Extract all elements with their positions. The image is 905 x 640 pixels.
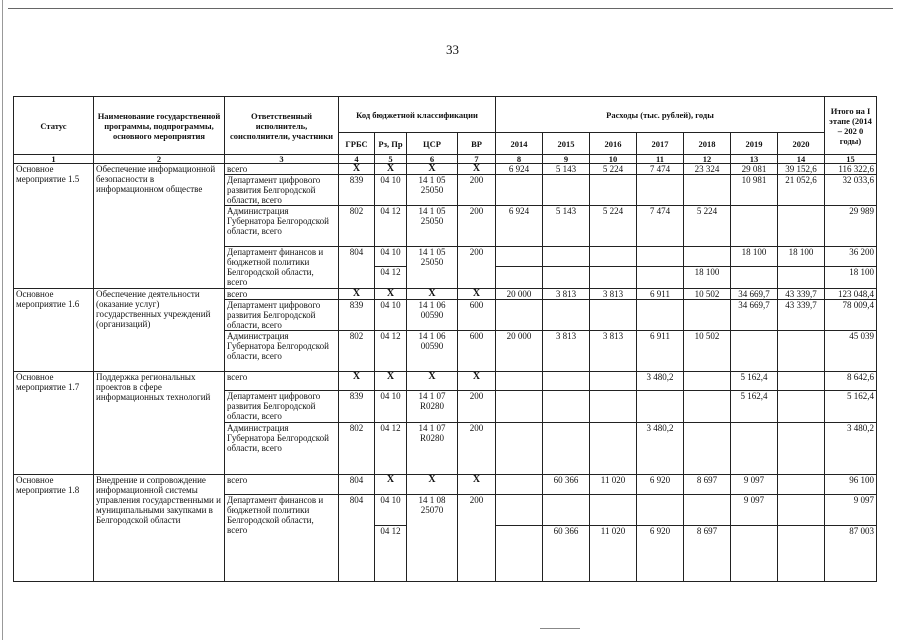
- vr-cell: 200: [458, 175, 496, 206]
- rzpr-cell: 04 12: [375, 206, 407, 247]
- value-cell: 7 474: [637, 164, 684, 175]
- col-number: 15: [825, 155, 877, 164]
- value-cell: 3 813: [590, 289, 637, 300]
- total-cell: 32 033,6: [825, 175, 877, 206]
- bottom-mark: [540, 628, 580, 629]
- rzpr-cell: X: [375, 475, 407, 495]
- vr-cell: 200: [458, 247, 496, 289]
- col-number: 5: [375, 155, 407, 164]
- total-cell: 5 162,4: [825, 391, 877, 423]
- csr-cell: 14 1 05 25050: [407, 247, 458, 289]
- value-cell: 5 224: [590, 206, 637, 247]
- grbs-cell: X: [339, 372, 375, 391]
- responsible-cell: всего: [225, 372, 339, 391]
- vr-cell: X: [458, 475, 496, 495]
- value-cell: 39 152,6: [778, 164, 825, 175]
- col-number: 2: [94, 155, 225, 164]
- csr-cell: X: [407, 289, 458, 300]
- total-cell: 29 989: [825, 206, 877, 247]
- responsible-cell: Администрация Губернатора Белгородской области, всего: [225, 206, 339, 247]
- column-number-row: [14, 155, 877, 164]
- value-cell: 60 366: [543, 475, 590, 495]
- value-cell: 18 100: [731, 247, 778, 267]
- name-cell: Обеспечение информационной безопасности в информационном обществе: [94, 164, 225, 289]
- table-row: [14, 164, 877, 175]
- value-cell: 3 813: [590, 331, 637, 372]
- vr-cell: 200: [458, 423, 496, 475]
- vr-cell: X: [458, 372, 496, 391]
- rzpr-cell: 04 12: [375, 331, 407, 372]
- table-row: [14, 289, 877, 300]
- value-cell: 5 143: [543, 206, 590, 247]
- page-number: 33: [446, 42, 459, 57]
- header-status: Статус: [14, 97, 94, 155]
- name-cell: Внедрение и сопровождение информационной системы управления государственными и муниципальными закупками в Белгородской области: [94, 475, 225, 582]
- grbs-cell: 839: [339, 175, 375, 206]
- vr-cell: X: [458, 164, 496, 175]
- value-cell: 5 162,4: [731, 372, 778, 391]
- top-rule: [8, 8, 893, 9]
- value-cell: 29 081: [731, 164, 778, 175]
- value-cell: 7 474: [637, 206, 684, 247]
- value-cell: 8 697: [684, 526, 731, 582]
- grbs-cell: 839: [339, 300, 375, 331]
- responsible-cell: всего: [225, 475, 339, 495]
- csr-cell: X: [407, 475, 458, 495]
- col-number: 12: [684, 155, 731, 164]
- csr-cell: 14 1 06 00590: [407, 300, 458, 331]
- rzpr-cell: X: [375, 372, 407, 391]
- responsible-cell: Департамент финансов и бюджетной политики Белгородской области, всего: [225, 495, 339, 582]
- grbs-cell: 804: [339, 495, 375, 582]
- col-number: 7: [458, 155, 496, 164]
- grbs-cell: X: [339, 164, 375, 175]
- header-vr: ВР: [458, 133, 496, 155]
- value-cell: 34 669,7: [731, 289, 778, 300]
- value-cell: 20 000: [496, 289, 543, 300]
- value-cell: 18 100: [684, 267, 731, 289]
- value-cell: 5 224: [590, 164, 637, 175]
- header-kbk: Код бюджетной классификации: [339, 97, 496, 133]
- rzpr-cell: 04 10: [375, 300, 407, 331]
- rzpr-cell: 04 12: [375, 423, 407, 475]
- header-year: 2020: [778, 133, 825, 155]
- grbs-cell: 839: [339, 391, 375, 423]
- value-cell: 6 920: [637, 475, 684, 495]
- col-number: 1: [14, 155, 94, 164]
- value-cell: 3 480,2: [637, 372, 684, 391]
- vr-cell: 200: [458, 391, 496, 423]
- vr-cell: 600: [458, 331, 496, 372]
- total-cell: 87 003: [825, 526, 877, 582]
- rzpr-cell: 04 10: [375, 495, 407, 526]
- responsible-cell: всего: [225, 164, 339, 175]
- col-number: 8: [496, 155, 543, 164]
- value-cell: 23 324: [684, 164, 731, 175]
- value-cell: 60 366: [543, 526, 590, 582]
- header-expenses: Расходы (тыс. рублей), годы: [496, 97, 825, 133]
- col-number: 10: [590, 155, 637, 164]
- total-cell: 96 100: [825, 475, 877, 495]
- value-cell: 10 502: [684, 289, 731, 300]
- total-cell: 36 200: [825, 247, 877, 267]
- responsible-cell: Департамент цифрового развития Белгородской области, всего: [225, 391, 339, 423]
- col-number: 6: [407, 155, 458, 164]
- header-total: Итого на I этапе (2014 – 202 0 годы): [825, 97, 877, 155]
- value-cell: 3 813: [543, 289, 590, 300]
- status-cell: Основное мероприятие 1.6: [14, 289, 94, 372]
- value-cell: 9 097: [731, 475, 778, 495]
- grbs-cell: X: [339, 289, 375, 300]
- value-cell: 6 924: [496, 206, 543, 247]
- value-cell: 11 020: [590, 526, 637, 582]
- value-cell: 5 162,4: [731, 391, 778, 423]
- col-number: 9: [543, 155, 590, 164]
- value-cell: 6 911: [637, 289, 684, 300]
- value-cell: 5 224: [684, 206, 731, 247]
- header-year: 2016: [590, 133, 637, 155]
- total-cell: 78 009,4: [825, 300, 877, 331]
- responsible-cell: всего: [225, 289, 339, 300]
- col-number: 11: [637, 155, 684, 164]
- value-cell: 10 502: [684, 331, 731, 372]
- name-cell: Поддержка региональных проектов в сфере информационных технологий: [94, 372, 225, 475]
- total-cell: 123 048,4: [825, 289, 877, 300]
- responsible-cell: Администрация Губернатора Белгородской области, всего: [225, 331, 339, 372]
- header-year: 2018: [684, 133, 731, 155]
- value-cell: 43 339,7: [778, 300, 825, 331]
- total-cell: 3 480,2: [825, 423, 877, 475]
- col-number: 13: [731, 155, 778, 164]
- grbs-cell: 802: [339, 331, 375, 372]
- header-csr: ЦСР: [407, 133, 458, 155]
- rzpr-cell: 04 10: [375, 247, 407, 267]
- value-cell: 8 697: [684, 475, 731, 495]
- col-number: 3: [225, 155, 339, 164]
- value-cell: 9 097: [731, 495, 778, 526]
- responsible-cell: Департамент финансов и бюджетной политики Белгородской области, всего: [225, 247, 339, 289]
- grbs-cell: 802: [339, 206, 375, 247]
- value-cell: 20 000: [496, 331, 543, 372]
- status-cell: Основное мероприятие 1.5: [14, 164, 94, 289]
- rzpr-cell: X: [375, 289, 407, 300]
- value-cell: 43 339,7: [778, 289, 825, 300]
- value-cell: 6 911: [637, 331, 684, 372]
- csr-cell: 14 1 06 00590: [407, 331, 458, 372]
- header-year: 2017: [637, 133, 684, 155]
- rzpr-cell: 04 12: [375, 267, 407, 289]
- total-cell: 45 039: [825, 331, 877, 372]
- csr-cell: 14 1 05 25050: [407, 175, 458, 206]
- value-cell: 6 920: [637, 526, 684, 582]
- total-cell: 116 322,6: [825, 164, 877, 175]
- table-row: [14, 475, 877, 495]
- status-cell: Основное мероприятие 1.7: [14, 372, 94, 475]
- csr-cell: 14 1 05 25050: [407, 206, 458, 247]
- col-number: 4: [339, 155, 375, 164]
- header-year: 2014: [496, 133, 543, 155]
- rzpr-cell: X: [375, 164, 407, 175]
- header-name: Наименование государственной программы, подпрограммы, основного мероприятия: [94, 97, 225, 155]
- responsible-cell: Администрация Губернатора Белгородской области, всего: [225, 423, 339, 475]
- header-rzpr: Рз, Пр: [375, 133, 407, 155]
- table-row: [14, 372, 877, 391]
- header-year: 2019: [731, 133, 778, 155]
- scan-edge: [2, 0, 3, 640]
- grbs-cell: 802: [339, 423, 375, 475]
- value-cell: 34 669,7: [731, 300, 778, 331]
- vr-cell: 600: [458, 300, 496, 331]
- csr-cell: X: [407, 164, 458, 175]
- rzpr-cell: 04 10: [375, 391, 407, 423]
- header-year: 2015: [543, 133, 590, 155]
- col-number: 14: [778, 155, 825, 164]
- vr-cell: X: [458, 289, 496, 300]
- header-grbs: ГРБС: [339, 133, 375, 155]
- value-cell: 3 813: [543, 331, 590, 372]
- budget-table: [13, 96, 877, 582]
- csr-cell: 14 1 07 R0280: [407, 423, 458, 475]
- header-responsible: Ответственный исполнитель, соисполнители, участники: [225, 97, 339, 155]
- name-cell: Обеспечение деятельности (оказание услуг) государственных учреждений (организаций): [94, 289, 225, 372]
- value-cell: 11 020: [590, 475, 637, 495]
- total-cell: 9 097: [825, 495, 877, 526]
- grbs-cell: 804: [339, 247, 375, 289]
- vr-cell: 200: [458, 206, 496, 247]
- value-cell: 18 100: [778, 247, 825, 267]
- value-cell: 10 981: [731, 175, 778, 206]
- csr-cell: X: [407, 372, 458, 391]
- responsible-cell: Департамент цифрового развития Белгородской области, всего: [225, 175, 339, 206]
- status-cell: Основное мероприятие 1.8: [14, 475, 94, 582]
- csr-cell: 14 1 08 25070: [407, 495, 458, 582]
- vr-cell: 200: [458, 495, 496, 582]
- total-cell: 18 100: [825, 267, 877, 289]
- rzpr-cell: 04 10: [375, 175, 407, 206]
- responsible-cell: Департамент цифрового развития Белгородской области, всего: [225, 300, 339, 331]
- value-cell: 3 480,2: [637, 423, 684, 475]
- rzpr-cell: 04 12: [375, 526, 407, 582]
- value-cell: 21 052,6: [778, 175, 825, 206]
- value-cell: 6 924: [496, 164, 543, 175]
- grbs-cell: 804: [339, 475, 375, 495]
- value-cell: 5 143: [543, 164, 590, 175]
- csr-cell: 14 1 07 R0280: [407, 391, 458, 423]
- total-cell: 8 642,6: [825, 372, 877, 391]
